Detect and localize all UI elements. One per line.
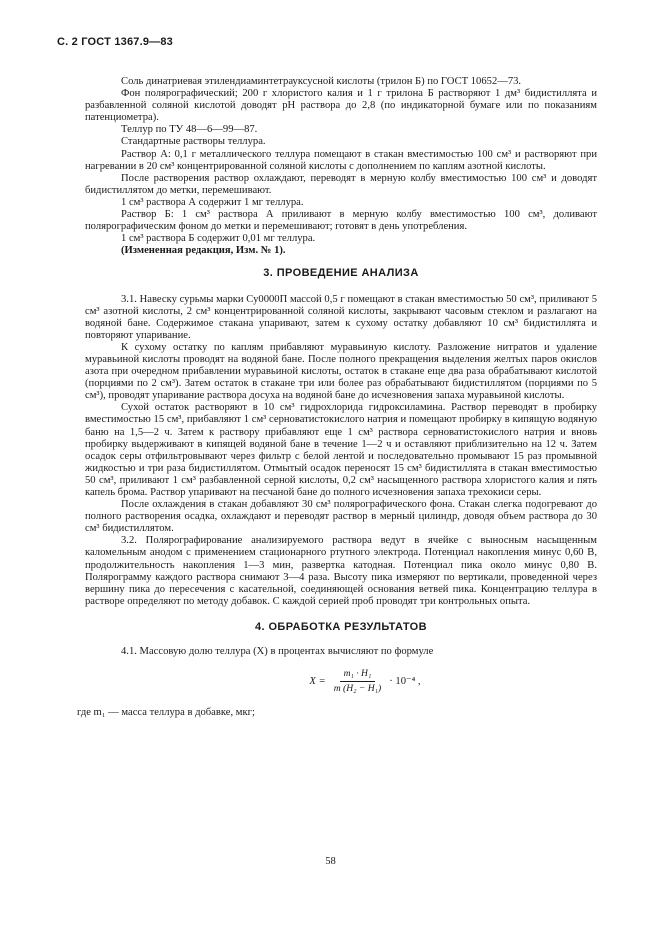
document-body bbox=[77, 76, 597, 719]
paragraph-formic-acid: К сухому остатку по каплям прибавляют муравьиную кислоту. Разложение нитратов и удаление муравьиной кислоты проводят на водяной бане. После полного прекращения выделения желтых паров окислов азота при очередном прибавлении муравьиной кислоты, остаток в стакане еще два раза обрабатывают кислотой (порциями по 2 см³). Затем остаток в стакане три или более раз обрабатывают бидистиллятом (порциями по 5 см³), проводят упаривание раствора досуха на водяной бане до исчезновения запаха муравьиной кислоты. bbox=[85, 341, 597, 402]
page-number: 58 bbox=[325, 856, 336, 867]
amended-note: (Измененная редакция, Изм. № 1). bbox=[121, 245, 286, 257]
page-header: С. 2 ГОСТ 1367.9—83 bbox=[57, 36, 174, 48]
formula-denominator: m (H₂ − H₁) bbox=[333, 683, 382, 695]
paragraph-dry-residue: Сухой остаток растворяют в 10 см³ гидрохлорида гидроксиламина. Раствор переводят в пробирку вместимостью 15 см³, прибавляют 1 см³ серноватистокислого натрия и помещают пробирку в кипящую водяную баню на 1,5—2 ч. Затем к раствору прибавляют еще 1 см³ раствора серноватистокислого натрия и вновь пробирку выдерживают в кипящей водяной бане в течение 1—2 ч и оставляют приблизительно на 12 ч. Затем осадок серы отфильтровывают через фильтр с белой лентой и последовательно промывают 15 раз промывной жидкостью и три раза бидистиллятом. Отмытый осадок переносят 15 см³ бидистиллята в стакан вместимостью 50 см³, приливают 1 см³ разбавленной серной кислоты, 0,2 см³ насыщенного раствора хлористого калия и пять капель брома. Раствор упаривают на песчаной бане до полного исчезновения запаха трехокиси серы. bbox=[85, 402, 597, 498]
section-3-heading: 3. ПРОВЕДЕНИЕ АНАЛИЗА bbox=[263, 267, 419, 280]
paragraph-trilon: Соль динатриевая этилендиаминтетрауксусной кислоты (трилон Б) по ГОСТ 10652—73. bbox=[121, 76, 522, 87]
paragraph-4-1: 4.1. Массовую долю теллура (X) в процентах вычисляют по формуле bbox=[121, 646, 434, 658]
paragraph-cooling: После охлаждения в стакан добавляют 30 см³ полярографического фона. Стакан слегка подогревают до полного растворения осадка, охлаждают и переводят раствор в мерный цилиндр, доводя объем раствора до 30 см³ бидистиллятом. bbox=[85, 499, 597, 535]
paragraph-3-2: 3.2. Полярографирование анализируемого раствора ведут в ячейке с выносным насыщенным каломельным анодом с применением стационарного ртутного электрода. Потенциал накопления минус 0,60 В, продолжительность накопления 1—3 мин, развертка катодная. Потенциал пика около минус 0,80 В. Полярограмму каждого раствора снимают 3—4 раза. Высоту пика измеряют по вертикали, проведенной через вершину пика до пересечения с касательной, соединяющей основания ветвей пика. Концентрацию теллура в растворе определяют по методу добавок. С каждой серией проб проводят три контрольных опыта. bbox=[85, 535, 597, 607]
paragraph-solution-b-content: 1 см³ раствора Б содержит 0,01 мг теллура. bbox=[121, 233, 316, 245]
formula-fraction bbox=[330, 668, 386, 695]
paragraph-solution-a-content: 1 см³ раствора А содержит 1 мг теллура. bbox=[121, 196, 304, 208]
paragraph-standard-solutions: Стандартные растворы теллура. bbox=[121, 136, 266, 148]
formula-where: где m₁ — масса теллура в добавке, мкг; bbox=[77, 707, 255, 719]
paragraph-background: Фон полярографический; 200 г хлористого калия и 1 г трилона Б растворяют 1 дм³ бидистиллята и разбавленной соляной кислотой доводят pH раствора до 2,8 (по индикаторной бумаге или по показаниям патенциометра). bbox=[85, 88, 597, 124]
section-4-heading: 4. ОБРАБОТКА РЕЗУЛЬТАТОВ bbox=[255, 620, 427, 633]
formula bbox=[85, 668, 597, 695]
paragraph-solution-b: Раствор Б: 1 см³ раствора А приливают в мерную колбу вместимостью 100 см³, доливают полярографическим фоном до метки и перемешивают; готовят в день употребления. bbox=[85, 209, 597, 233]
paragraph-solution-a: Раствор А: 0,1 г металлического теллура помещают в стакан вместимостью 100 см³ и растворяют при нагревании в 20 см³ концентрированной соляной кислоты с дополнением по каплям азотной кислоты. bbox=[85, 148, 597, 172]
formula-lhs: X = bbox=[309, 675, 326, 687]
formula-factor: · 10⁻⁴ , bbox=[389, 675, 421, 687]
paragraph-3-1: 3.1. Навеску сурьмы марки Су0000П массой 0,5 г помещают в стакан вместимостью 50 см³, приливают 5 см³ азотной кислоты, 2 см³ концентрированной соляной кислоты, закрывают часовым стеклом и разлагают на водяной бане. Содержимое стакана упаривают, затем к сухому остатку добавляют 10 см³ бидистиллята и повторяют упаривание. bbox=[85, 293, 597, 341]
paragraph-after-dissolving: После растворения раствор охлаждают, переводят в мерную колбу вместимостью 100 см³ и доводят бидистиллятом до метки, перемешивают. bbox=[85, 172, 597, 196]
paragraph-tellurium-spec: Теллур по ТУ 48—6—99—87. bbox=[121, 124, 258, 136]
formula-numerator: m₁ · H₁ bbox=[340, 668, 376, 682]
